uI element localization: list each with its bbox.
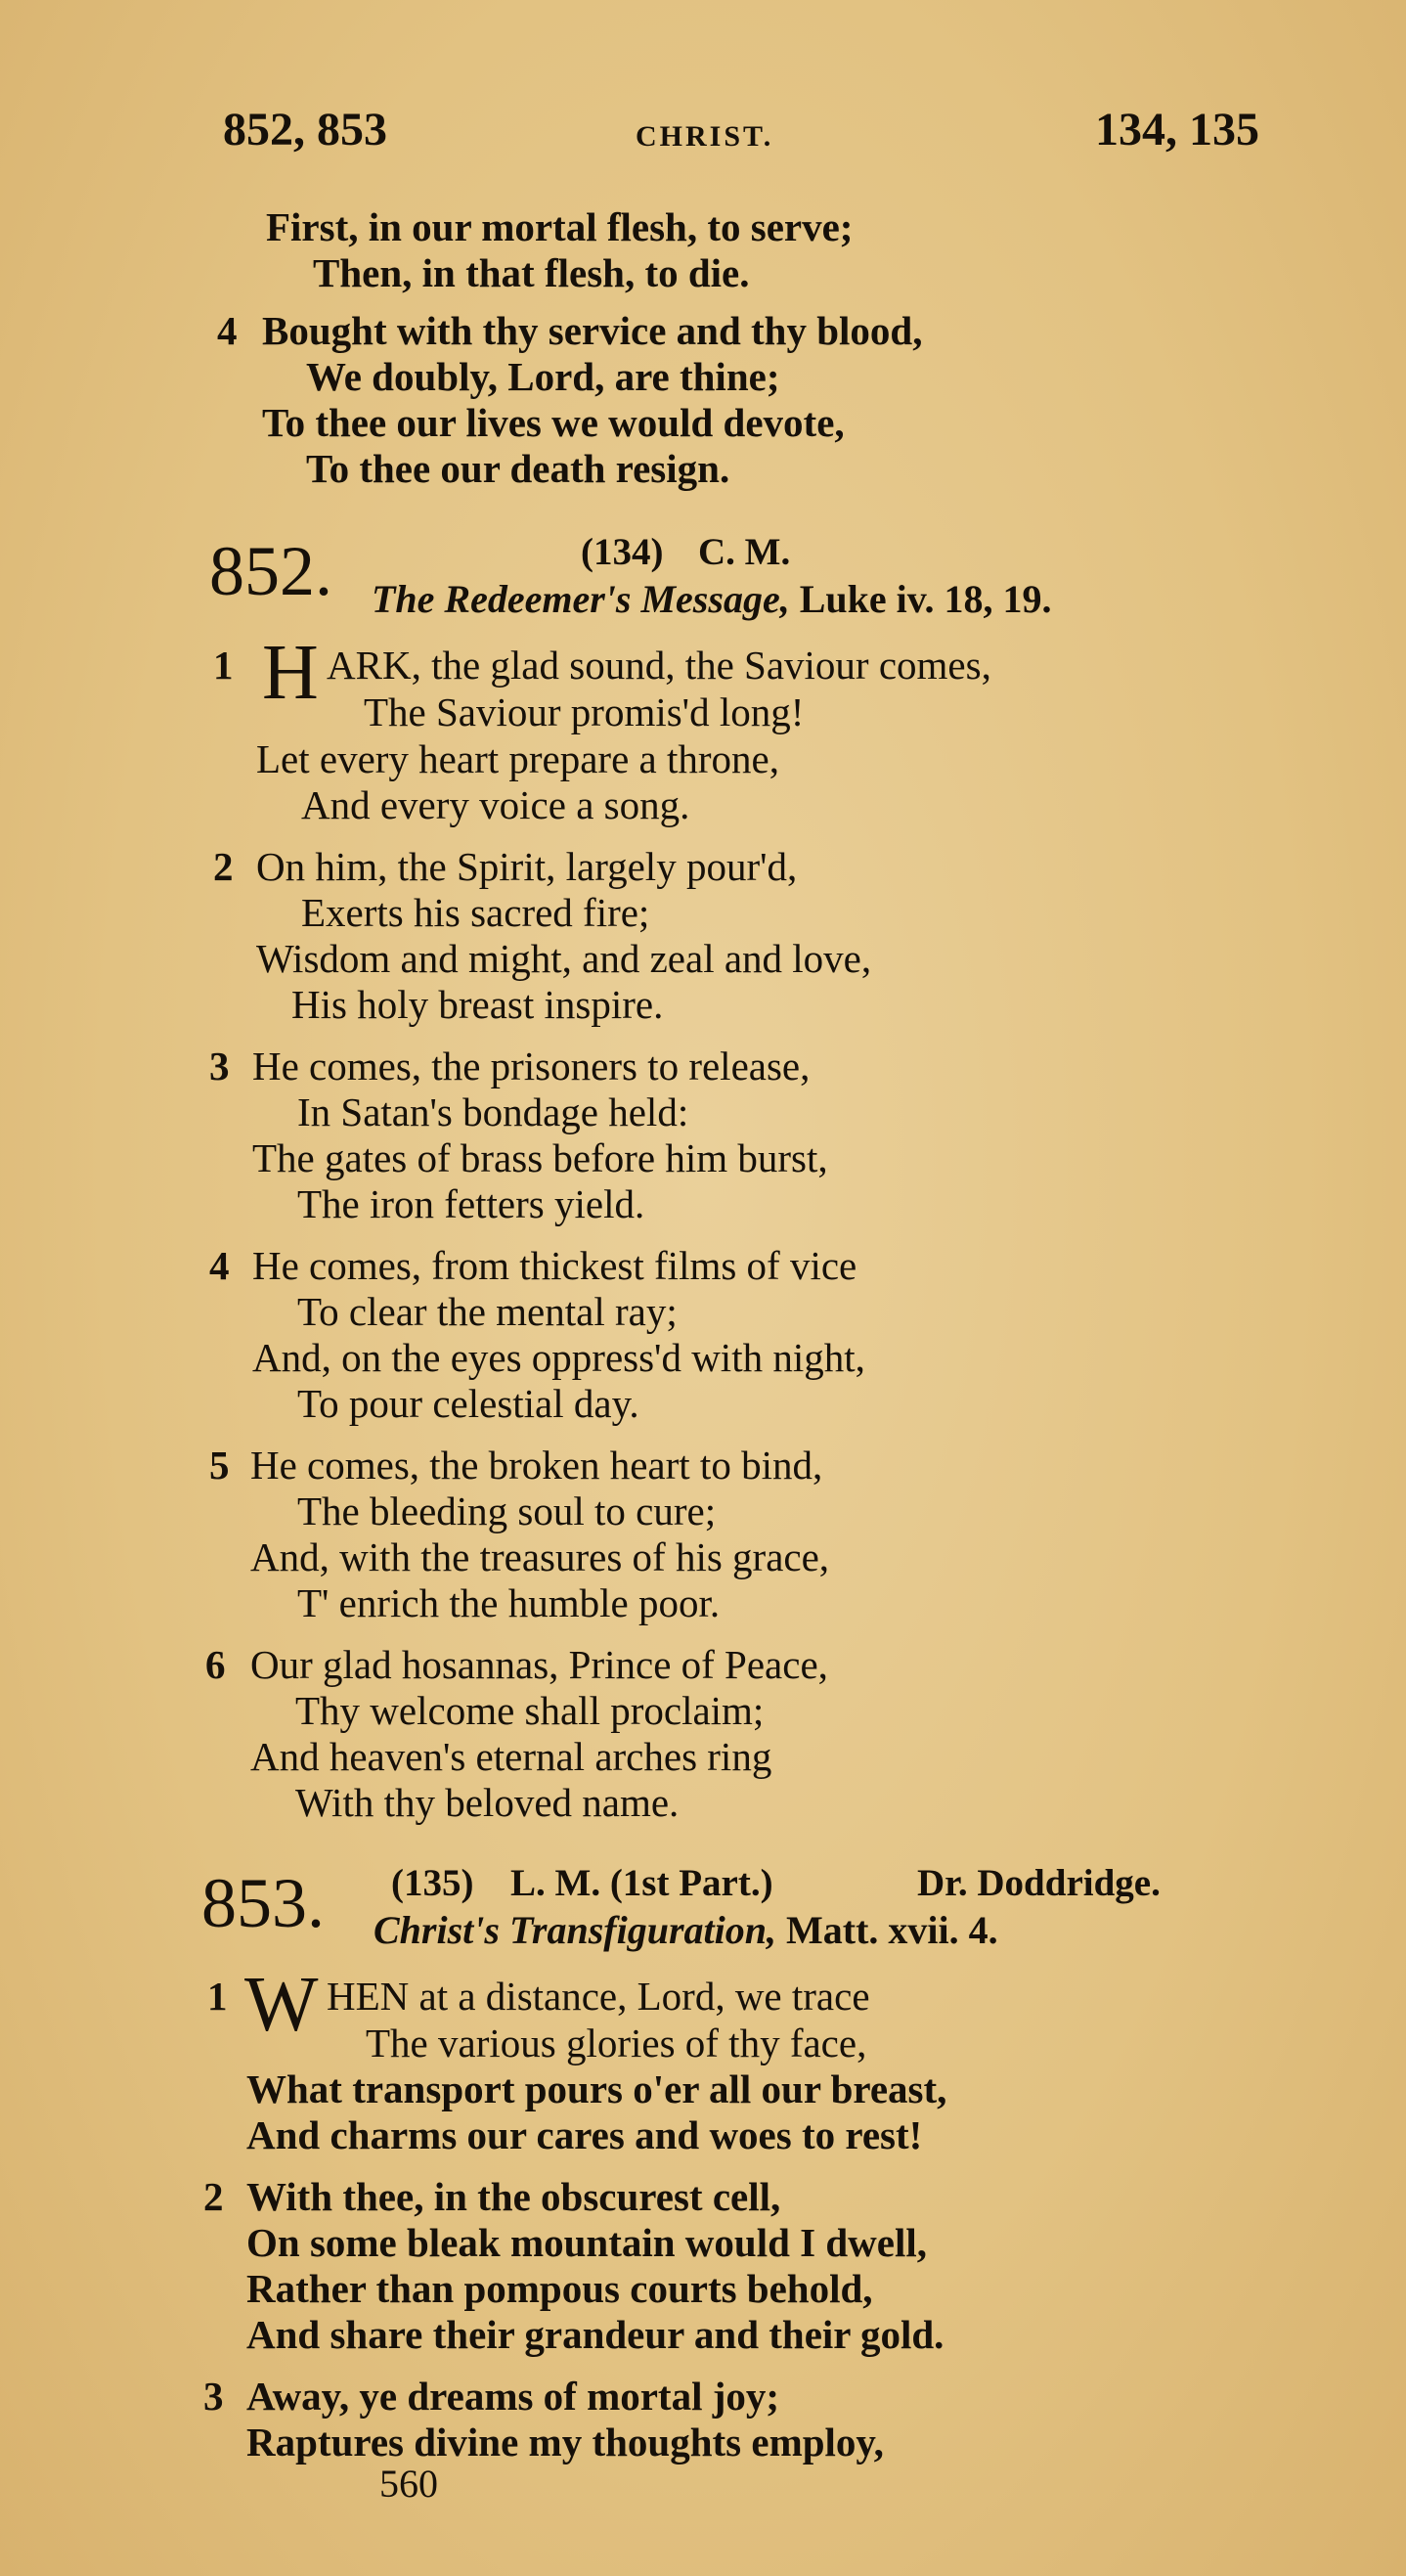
hymn-author: Dr. Doddridge. (917, 1862, 1161, 1904)
verse-line: To clear the mental ray; (297, 1289, 678, 1334)
verse-line: HEN at a distance, Lord, we trace (327, 1974, 870, 2019)
stanza-number: 3 (209, 1044, 230, 1088)
verse-line: T' enrich the humble poor. (297, 1580, 721, 1625)
verse-line: On him, the Spirit, largely pour'd, (256, 844, 798, 889)
verse-line: And every voice a song. (301, 782, 690, 827)
verse-line: Then, in that flesh, to die. (313, 250, 750, 295)
verse-line: Bought with thy service and thy blood, (262, 308, 923, 353)
verse-line: To pour celestial day. (297, 1381, 639, 1426)
verse-line: And, with the treasures of his grace, (250, 1534, 830, 1579)
hymn-title (373, 1908, 998, 1952)
verse-line: And heaven's eternal arches ring (250, 1734, 772, 1779)
verse-line: What transport pours o'er all our breast, (246, 2066, 947, 2111)
verse-line: To thee our death resign. (306, 446, 730, 491)
verse-line: Raptures divine my thoughts employ, (246, 2420, 884, 2465)
verse-line: The various glories of thy face, (366, 2021, 867, 2065)
stanza-number: 2 (213, 844, 234, 889)
verse-line: He comes, the prisoners to release, (252, 1044, 811, 1088)
verse-line: Let every heart prepare a throne, (256, 736, 779, 781)
scripture-reference: Matt. xvii. 4. (786, 1908, 998, 1952)
drop-cap: H (262, 630, 319, 716)
header-section-title: CHRIST. (636, 120, 774, 153)
verse-line: We doubly, Lord, are thine; (306, 354, 780, 399)
header-hymn-numbers: 852, 853 (223, 104, 387, 155)
verse-line: ARK, the glad sound, the Saviour comes, (327, 643, 991, 688)
hymn-number-853: 853. (201, 1864, 325, 1942)
meter: C. M. (698, 531, 791, 573)
verse-line: The bleeding soul to cure; (297, 1488, 717, 1533)
verse-line: Exerts his sacred fire; (301, 890, 650, 935)
verse-line: His holy breast inspire. (291, 982, 664, 1027)
verse-line: To thee our lives we would devote, (262, 400, 845, 445)
verse-line: Away, ye dreams of mortal joy; (246, 2374, 780, 2419)
verse-line: In Satan's bondage held: (297, 1089, 689, 1134)
stanza-number: 1 (213, 643, 234, 688)
verse-line: He comes, the broken heart to bind, (250, 1443, 823, 1488)
verse-line: And charms our cares and woes to rest! (246, 2112, 923, 2157)
verse-line: Wisdom and might, and zeal and love, (256, 936, 872, 981)
stanza-number: 4 (217, 308, 238, 353)
verse-line: Thy welcome shall proclaim; (295, 1688, 765, 1733)
verse-line: The iron fetters yield. (297, 1181, 645, 1226)
hymn-title-text: The Redeemer's Message, (372, 577, 790, 621)
verse-line: And, on the eyes oppress'd with night, (252, 1335, 865, 1380)
verse-line: The Saviour promis'd long! (364, 689, 805, 734)
header-tune-numbers: 134, 135 (1095, 104, 1259, 155)
stanza-number: 6 (205, 1642, 226, 1687)
drop-cap: W (244, 1962, 319, 2048)
stanza-number: 2 (203, 2174, 224, 2219)
verse-line: The gates of brass before him burst, (252, 1135, 828, 1180)
verse-line: First, in our mortal flesh, to serve; (266, 204, 854, 249)
page-number: 560 (379, 2462, 438, 2506)
verse-line: With thee, in the obscurest cell, (246, 2174, 781, 2219)
meter: L. M. (1st Part.) (510, 1862, 773, 1904)
stanza-number: 1 (207, 1974, 228, 2019)
verse-line: On some bleak mountain would I dwell, (246, 2220, 927, 2265)
hymn-title (372, 577, 1052, 621)
stanza-number: 5 (209, 1443, 230, 1488)
hymn-title-text: Christ's Transfiguration, (373, 1908, 777, 1952)
verse-line: Rather than pompous courts behold, (246, 2266, 873, 2311)
verse-line: He comes, from thickest films of vice (252, 1243, 857, 1288)
hymn-number-852: 852. (209, 532, 332, 610)
tune-number: (134) (581, 531, 664, 573)
verse-line: Our glad hosannas, Prince of Peace, (250, 1642, 828, 1687)
tune-number: (135) (391, 1862, 474, 1904)
stanza-number: 3 (203, 2374, 224, 2419)
scripture-reference: Luke iv. 18, 19. (799, 577, 1052, 621)
stanza-number: 4 (209, 1243, 230, 1288)
verse-line: With thy beloved name. (295, 1780, 680, 1825)
verse-line: And share their grandeur and their gold. (246, 2312, 945, 2357)
running-header (223, 103, 1259, 171)
